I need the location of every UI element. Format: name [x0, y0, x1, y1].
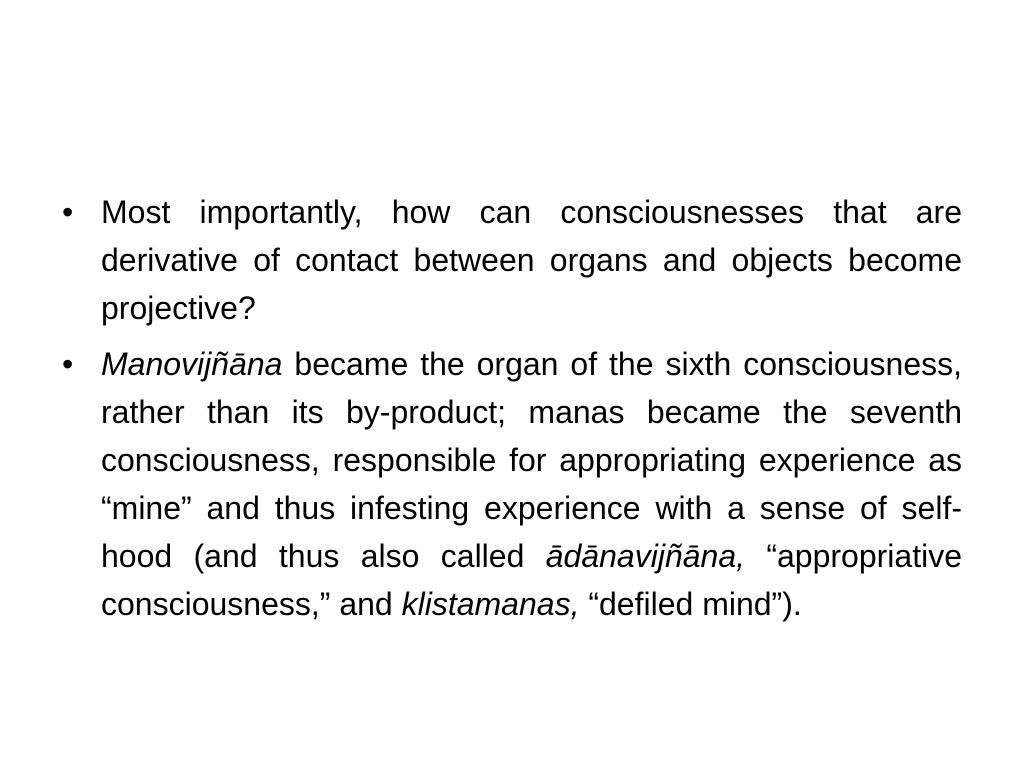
text-segment: “defiled mind”). — [579, 586, 802, 622]
text-segment: Most importantly, how can consciousnesses that are derivative of contact between organs and objects become projective? — [101, 194, 962, 326]
term-klistamanas: klistamanas, — [401, 586, 580, 622]
bullet-list — [62, 188, 962, 636]
term-adanavijnana: ādānavijñāna, — [545, 538, 746, 574]
bullet-text — [101, 346, 962, 622]
text-segment: “appropriative consciousness,” and — [101, 538, 963, 622]
text-segment: became the organ of the sixth consciousness, rather than its by-product; manas became the seventh consciousness, responsible for appropriating experience as “mine” and thus infesting experience with a sense of self-hood (and thus also called — [101, 346, 962, 574]
bullet-item — [62, 188, 962, 332]
term-manovijnana: Manovijñāna — [101, 346, 283, 382]
bullet-item — [62, 340, 962, 628]
bullet-marker: • — [62, 346, 74, 382]
bullet-text — [101, 194, 962, 326]
bullet-marker: • — [62, 194, 74, 230]
